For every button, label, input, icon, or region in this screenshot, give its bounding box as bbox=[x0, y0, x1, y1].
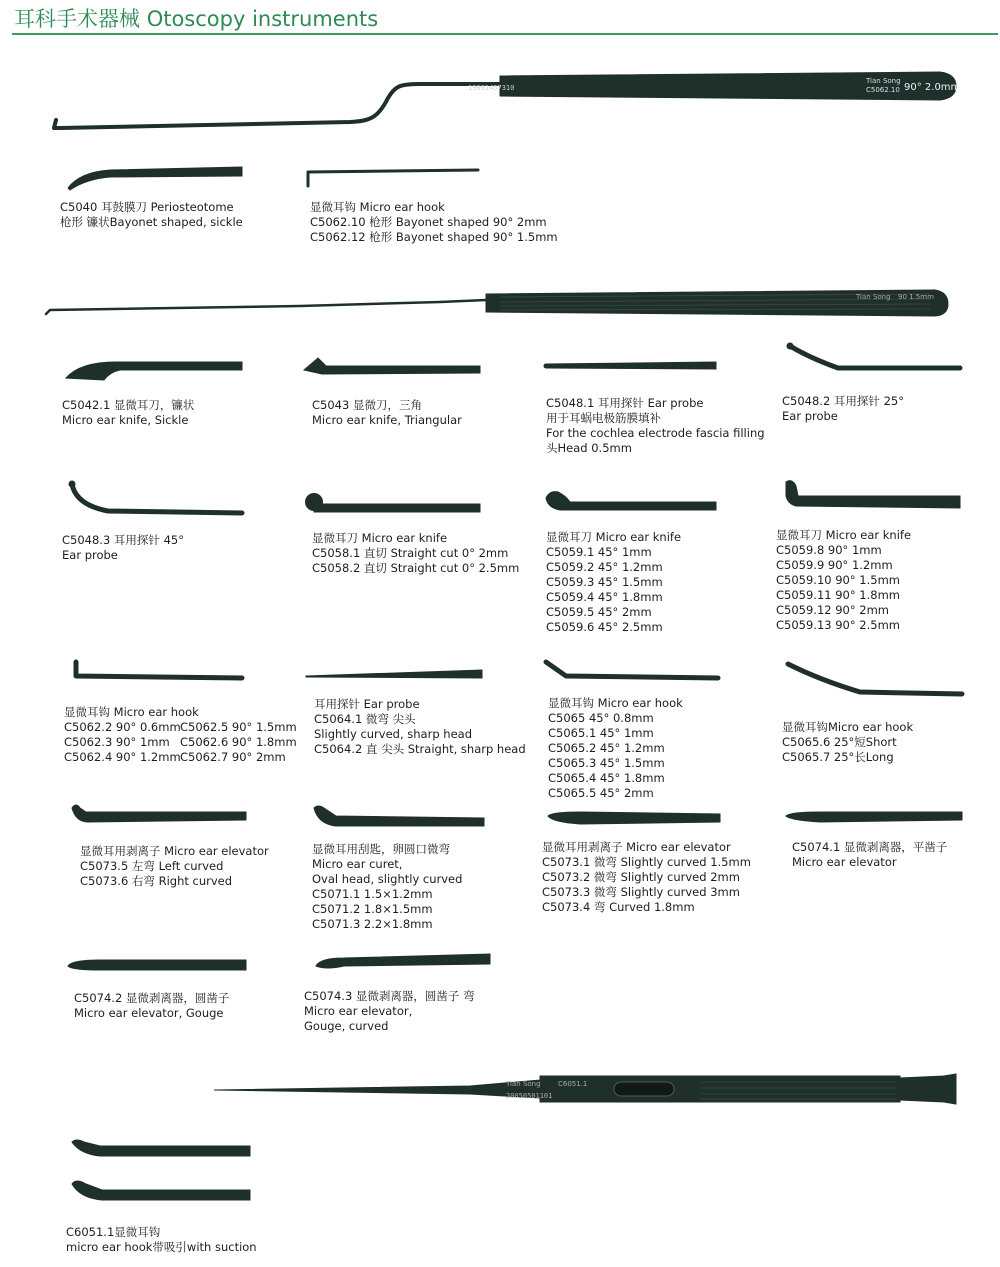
caption-line: C5043 显微刀，三角 bbox=[312, 398, 422, 412]
caption-line: C5048.1 耳用探针 Ear probe bbox=[546, 396, 704, 410]
caption-line: C5058.1 直切 Straight cut 0° 2mm bbox=[312, 546, 509, 560]
caption-line: C5074.2 显微剥离器，圆凿子 bbox=[74, 991, 230, 1005]
caption-c5040 bbox=[60, 200, 243, 230]
caption-c5059-90 bbox=[776, 528, 911, 633]
caption-line: 显微耳用剥离子 Micro ear elevator bbox=[542, 840, 731, 854]
caption-c5065 bbox=[548, 696, 683, 801]
tip-c5062-bayonet bbox=[308, 170, 478, 186]
caption-line: C5073.1 微弯 Slightly curved 1.5mm bbox=[542, 855, 751, 869]
caption-c5058 bbox=[312, 531, 519, 576]
caption-line: C5059.10 90° 1.5mm bbox=[776, 573, 900, 587]
tip-c5048-2 bbox=[787, 343, 961, 369]
caption-line: Micro ear elevator bbox=[792, 855, 897, 869]
instrument-mid-probe bbox=[46, 290, 948, 316]
instrument-top-bayonet-hook bbox=[54, 72, 960, 128]
caption-line: C5073.5 左弯 Left curved bbox=[80, 859, 224, 873]
caption-cell: C5062.6 90° 1.8mm bbox=[180, 735, 297, 749]
caption-line: C5059.3 45° 1.5mm bbox=[546, 575, 663, 589]
caption-line: 头Head 0.5mm bbox=[546, 441, 632, 455]
caption-line: Slightly curved, sharp head bbox=[314, 727, 472, 741]
caption-line: Oval head, slightly curved bbox=[312, 872, 463, 886]
caption-line: 显微耳钩 Micro ear hook bbox=[64, 705, 199, 719]
caption-line: C5071.2 1.8×1.5mm bbox=[312, 902, 433, 916]
caption-line: 显微耳用刮匙，卵圆口微弯 bbox=[312, 842, 450, 856]
caption-line: 显微耳用剥离子 Micro ear elevator bbox=[80, 844, 269, 858]
tip-c5042 bbox=[66, 362, 242, 380]
page-title-cn: 耳科手术器械 bbox=[14, 7, 140, 31]
caption-cell: C5062.7 90° 2mm bbox=[180, 750, 286, 764]
caption-line: 耳用探针 Ear probe bbox=[314, 697, 420, 711]
caption-c6051 bbox=[66, 1225, 257, 1255]
handle-bottom-code: C6051.1 bbox=[558, 1080, 588, 1088]
caption-line: C5059.2 45° 1.2mm bbox=[546, 560, 663, 574]
caption-c5048-2 bbox=[782, 394, 904, 424]
handle-top-serial: 19091457310 bbox=[468, 84, 515, 92]
caption-c5048-1 bbox=[546, 396, 765, 456]
tip-c5073-lr bbox=[72, 805, 246, 822]
caption-c5074-2 bbox=[74, 991, 229, 1021]
handle-top-code: C5062.10 bbox=[866, 86, 900, 94]
handle-mid-brand: Tian Song bbox=[856, 293, 891, 301]
tip-c5048-3 bbox=[69, 481, 243, 514]
caption-c5043 bbox=[312, 398, 462, 428]
caption-line: 显微耳刀 Micro ear knife bbox=[312, 531, 448, 545]
tip-c5062-hook bbox=[76, 662, 242, 678]
caption-line: C5059.4 45° 1.8mm bbox=[546, 590, 663, 604]
handle-bottom-brand: Tian Song bbox=[506, 1080, 541, 1088]
caption-line: 枪形 镰状Bayonet shaped, sickle bbox=[60, 215, 243, 229]
caption-line: C5071.3 2.2×1.8mm bbox=[312, 917, 433, 931]
caption-line: C5059.13 90° 2.5mm bbox=[776, 618, 900, 632]
caption-c5064 bbox=[314, 697, 526, 757]
caption-line: C5073.3 微弯 Slightly curved 3mm bbox=[542, 885, 740, 899]
caption-line: micro ear hook带吸引with suction bbox=[66, 1240, 257, 1254]
caption-c5059-45 bbox=[546, 530, 681, 635]
caption-line: C5073.4 弯 Curved 1.8mm bbox=[542, 900, 695, 914]
caption-line: C6051.1显微耳钩 bbox=[66, 1225, 161, 1239]
handle-top-brand: Tian Song bbox=[866, 77, 901, 85]
caption-cell: C5062.5 90° 1.5mm bbox=[180, 720, 297, 734]
caption-line: 显微耳钩 Micro ear hook bbox=[310, 200, 445, 214]
caption-line: 显微耳钩Micro ear hook bbox=[782, 720, 914, 734]
caption-line: C5059.6 45° 2.5mm bbox=[546, 620, 663, 634]
caption-line: C5074.1 显微剥离器，平凿子 bbox=[792, 840, 948, 854]
caption-line: C5042.1 显微耳刀，镰状 bbox=[62, 398, 195, 412]
tip-c5043 bbox=[304, 358, 480, 374]
tip-c5074-2 bbox=[68, 960, 246, 970]
suction-port-slot bbox=[614, 1082, 674, 1096]
caption-line: C5062.10 枪形 Bayonet shaped 90° 2mm bbox=[310, 215, 547, 229]
caption-c5073-lr bbox=[80, 844, 269, 889]
caption-line: Micro ear curet, bbox=[312, 857, 403, 871]
caption-c5062 bbox=[310, 200, 558, 245]
caption-line: C5059.9 90° 1.2mm bbox=[776, 558, 893, 572]
caption-line: C5059.12 90° 2mm bbox=[776, 603, 890, 617]
tip-c5065 bbox=[546, 662, 718, 678]
caption-c5065-long bbox=[782, 720, 913, 765]
caption-line: C5065.5 45° 2mm bbox=[548, 786, 654, 800]
caption-c5074-1 bbox=[792, 840, 947, 870]
caption-line: C5059.8 90° 1mm bbox=[776, 543, 882, 557]
caption-line: C5059.11 90° 1.8mm bbox=[776, 588, 900, 602]
caption-cell: C5062.3 90° 1mm bbox=[64, 735, 170, 749]
tip-c5059-90 bbox=[786, 481, 960, 508]
caption-line: Ear probe bbox=[62, 548, 118, 562]
caption-line: C5065.6 25°短Short bbox=[782, 735, 897, 749]
tip-c5074-3 bbox=[316, 954, 490, 968]
caption-cell: C5062.4 90° 1.2mm bbox=[64, 750, 181, 764]
tip-c6051-a bbox=[72, 1140, 250, 1156]
caption-spec-grid bbox=[64, 720, 296, 765]
caption-line: C5059.1 45° 1mm bbox=[546, 545, 652, 559]
caption-line: C5065.7 25°长Long bbox=[782, 750, 894, 764]
caption-c5074-3 bbox=[304, 989, 475, 1034]
caption-line: C5073.6 右弯 Right curved bbox=[80, 874, 233, 888]
caption-line: C5065 45° 0.8mm bbox=[548, 711, 654, 725]
handle-mid-spec: 90 1.5mm bbox=[898, 293, 934, 301]
caption-line: Micro ear knife, Sickle bbox=[62, 413, 189, 427]
caption-c5071 bbox=[312, 842, 462, 932]
tip-c5073 bbox=[548, 812, 720, 824]
caption-line: C5048.2 耳用探针 25° bbox=[782, 394, 904, 408]
handle-top-spec: 90° 2.0mm bbox=[904, 82, 961, 93]
caption-line: Gouge, curved bbox=[304, 1019, 389, 1033]
tip-c5040 bbox=[68, 167, 242, 190]
caption-line: C5058.2 直切 Straight cut 0° 2.5mm bbox=[312, 561, 520, 575]
caption-line: C5073.2 微弯 Slightly curved 2mm bbox=[542, 870, 740, 884]
caption-line: 用于耳蜗电极筋膜填补 bbox=[546, 411, 661, 425]
tip-c5048-1 bbox=[544, 362, 717, 369]
tip-c5064 bbox=[306, 670, 482, 678]
instrument-bottom-suction-hook bbox=[214, 1074, 956, 1104]
caption-line: C5048.3 耳用探针 45° bbox=[62, 533, 184, 547]
caption-line: 显微耳刀 Micro ear knife bbox=[776, 528, 912, 542]
caption-line: Micro ear elevator, Gouge bbox=[74, 1006, 224, 1020]
caption-line: C5059.5 45° 2mm bbox=[546, 605, 652, 619]
caption-line: Ear probe bbox=[782, 409, 838, 423]
caption-c5062-hook bbox=[64, 705, 296, 765]
caption-cell: C5062.2 90° 0.6mm bbox=[64, 720, 181, 734]
caption-line: C5062.12 枪形 Bayonet shaped 90° 1.5mm bbox=[310, 230, 558, 244]
caption-c5073 bbox=[542, 840, 751, 915]
caption-line: C5074.3 显微剥离器，圆凿子 弯 bbox=[304, 989, 475, 1003]
caption-line: C5064.2 直 尖头 Straight, sharp head bbox=[314, 742, 526, 756]
tip-c5074-1 bbox=[786, 812, 962, 822]
caption-line: C5065.1 45° 1mm bbox=[548, 726, 654, 740]
caption-c5042 bbox=[62, 398, 194, 428]
tip-c5065-long bbox=[788, 664, 962, 694]
tip-c5059-45 bbox=[546, 492, 716, 510]
caption-line: C5065.4 45° 1.8mm bbox=[548, 771, 665, 785]
handle-bottom-serial: 20050501101 bbox=[506, 1092, 553, 1100]
caption-line: C5065.2 45° 1.2mm bbox=[548, 741, 665, 755]
caption-line: C5064.1 微弯 尖头 bbox=[314, 712, 416, 726]
caption-line: C5071.1 1.5×1.2mm bbox=[312, 887, 433, 901]
page-title-en: Otoscopy instruments bbox=[146, 7, 379, 31]
caption-line: For the cochlea electrode fascia filling bbox=[546, 426, 765, 440]
tip-c5058 bbox=[305, 493, 480, 512]
tip-c5071 bbox=[314, 806, 484, 826]
tip-c6051-b bbox=[72, 1181, 250, 1200]
caption-line: 显微耳刀 Micro ear knife bbox=[546, 530, 682, 544]
caption-line: Micro ear knife, Triangular bbox=[312, 413, 462, 427]
caption-line: 显微耳钩 Micro ear hook bbox=[548, 696, 683, 710]
caption-line: C5040 耳鼓膜刀 Periosteotome bbox=[60, 200, 234, 214]
caption-line: C5065.3 45° 1.5mm bbox=[548, 756, 665, 770]
caption-line: Micro ear elevator, bbox=[304, 1004, 413, 1018]
caption-c5048-3 bbox=[62, 533, 184, 563]
